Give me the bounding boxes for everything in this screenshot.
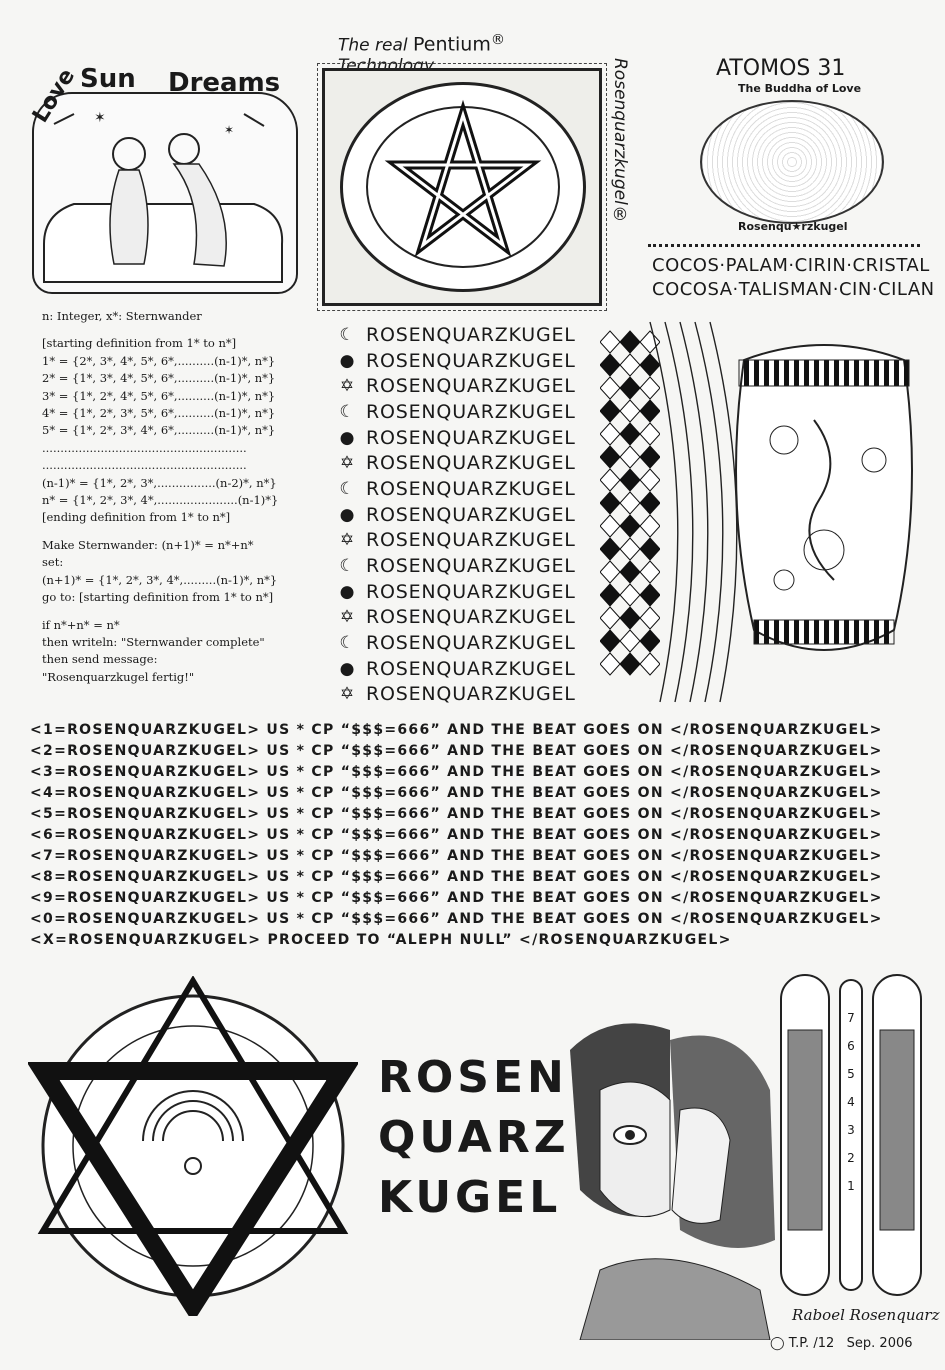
diamond-cell xyxy=(620,446,640,468)
diamond-cell xyxy=(600,584,620,606)
rq-symbol-icon: ● xyxy=(339,350,355,371)
rq-text: ROSENQUARZKUGEL xyxy=(366,349,576,372)
footer-circle-icon: ◯ xyxy=(770,1336,785,1351)
urn-illustration xyxy=(724,300,924,680)
footer-date: Sep. 2006 xyxy=(846,1336,913,1351)
diamond-cell xyxy=(600,423,620,445)
rq-row xyxy=(336,630,576,656)
formula-line xyxy=(42,325,292,335)
tag-line: <1=ROSENQUARZKUGEL> US * CP “$$$=666” AND THE BEAT GOES ON </ROSENQUARZKUGEL> xyxy=(30,722,883,738)
rq-row xyxy=(336,373,576,399)
scroll-number: 4 xyxy=(847,1095,855,1109)
atomos-caption: Rosenqu★rzkugel xyxy=(738,220,848,233)
diamond-cell xyxy=(600,331,620,353)
formula-line: go to: [starting definition from 1* to n*] xyxy=(42,590,274,605)
rq-text: ROSENQUARZKUGEL xyxy=(366,657,576,680)
formula-line: [ending definition from 1* to n*] xyxy=(42,510,231,525)
rq-row xyxy=(336,579,576,605)
rq-symbol-icon: ● xyxy=(339,581,355,602)
rq-row xyxy=(336,425,576,451)
scroll-number: 6 xyxy=(847,1039,855,1053)
diamond-cell xyxy=(620,469,640,491)
rq-symbol-icon: ✡ xyxy=(339,607,355,628)
tag-line: <4=ROSENQUARZKUGEL> US * CP “$$$=666” AND THE BEAT GOES ON </ROSENQUARZKUGEL> xyxy=(30,785,883,801)
svg-text:✶: ✶ xyxy=(94,110,106,126)
diamond-cell xyxy=(600,446,620,468)
rq-symbol-icon: ✡ xyxy=(339,684,355,705)
diamond-cell xyxy=(600,400,620,422)
pentagram-icon xyxy=(343,85,583,289)
diamond-cell xyxy=(600,354,620,376)
urn-icon xyxy=(724,300,924,680)
rq-text: ROSENQUARZKUGEL xyxy=(366,323,576,346)
tag-line: <3=ROSENQUARZKUGEL> US * CP “$$$=666” AND THE BEAT GOES ON </ROSENQUARZKUGEL> xyxy=(30,764,883,780)
formula-line: n* = {1*, 2*, 3*, 4*,......................(n-1)*} xyxy=(42,493,279,508)
rq-symbol-icon: ☾ xyxy=(339,633,355,654)
footer-caption xyxy=(770,1336,913,1351)
buddha-subtitle: The Buddha of Love xyxy=(738,82,862,95)
diamond-cell xyxy=(620,538,640,560)
diamond-cell xyxy=(600,515,620,537)
formula-line: set: xyxy=(42,555,64,570)
formula-line: then writeln: "Sternwander complete" xyxy=(42,634,265,649)
diamond-cell xyxy=(600,377,620,399)
rq-row xyxy=(336,399,576,425)
rosenquarzkugel-list xyxy=(336,322,576,707)
rq-text: ROSENQUARZKUGEL xyxy=(366,606,576,629)
diamond-cell xyxy=(620,377,640,399)
diamond-cell xyxy=(600,469,620,491)
rq-row xyxy=(336,553,576,579)
tag-line: <5=ROSENQUARZKUGEL> US * CP “$$$=666” AND THE BEAT GOES ON </ROSENQUARZKUGEL> xyxy=(30,806,883,822)
formula-line: Make Sternwander: (n+1)* = n*+n* xyxy=(42,537,254,552)
diamond-cell xyxy=(620,630,640,652)
rq-symbol-icon: ● xyxy=(339,658,355,679)
buddha-mandala xyxy=(700,100,884,224)
star-of-david-icon xyxy=(28,976,358,1316)
rq-symbol-icon: ☾ xyxy=(339,478,355,499)
formula-line: 1* = {2*, 3*, 4*, 5*, 6*,..........(n-1)*, n*} xyxy=(42,353,276,368)
artist-signature: Raboel Rosenquarz xyxy=(792,1306,940,1324)
rq-text: ROSENQUARZKUGEL xyxy=(366,426,576,449)
tag-line: <6=ROSENQUARZKUGEL> US * CP “$$$=666” AND THE BEAT GOES ON </ROSENQUARZKUGEL> xyxy=(30,827,883,843)
rq-text: ROSENQUARZKUGEL xyxy=(366,632,576,655)
rq-row xyxy=(336,528,576,554)
pentagram-disc xyxy=(340,82,586,292)
tag-line: <0=ROSENQUARZKUGEL> US * CP “$$$=666” AND THE BEAT GOES ON </ROSENQUARZKUGEL> xyxy=(30,911,883,927)
formula-line: ........................................................ xyxy=(42,458,247,473)
rq-symbol-icon: ✡ xyxy=(339,453,355,474)
atomos-title: ATOMOS 31 xyxy=(716,56,846,81)
diamond-cell xyxy=(620,607,640,629)
diamond-cell xyxy=(620,653,640,675)
rq-symbol-icon: ● xyxy=(339,504,355,525)
rq-text: ROSENQUARZKUGEL xyxy=(366,555,576,578)
formula-line xyxy=(42,607,292,617)
formula-line: 2* = {1*, 3*, 4*, 5*, 6*,..........(n-1)*, n*} xyxy=(42,371,276,386)
tag-line: <8=ROSENQUARZKUGEL> US * CP “$$$=666” AND THE BEAT GOES ON </ROSENQUARZKUGEL> xyxy=(30,869,883,885)
registered-mark: ® xyxy=(490,32,505,48)
diamond-cell xyxy=(600,561,620,583)
rq-row xyxy=(336,605,576,631)
rq-symbol-icon: ☾ xyxy=(339,556,355,577)
diamond-cell xyxy=(620,331,640,353)
formula-line: if n*+n* = n* xyxy=(42,617,120,632)
formula-line xyxy=(42,527,292,537)
rq-symbol-icon: ✡ xyxy=(339,376,355,397)
scroll-number: 2 xyxy=(847,1151,855,1165)
sternwander-formula xyxy=(42,308,292,686)
rq-row xyxy=(336,348,576,374)
sun-word: Sun xyxy=(80,64,136,94)
formula-line: n: Integer, x*: Sternwander xyxy=(42,309,202,323)
formula-line: 5* = {1*, 2*, 3*, 4*, 6*,..........(n-1)*, n*} xyxy=(42,423,276,438)
rq-row xyxy=(336,450,576,476)
cocos-line-2: COCOSA·TALISMAN·CIN·CILAN xyxy=(652,279,935,300)
scroll-number: 5 xyxy=(847,1067,855,1081)
rosenquarzkugel-vertical: Rosenquarzkugel® xyxy=(610,58,630,225)
rq-text: ROSENQUARZKUGEL xyxy=(366,375,576,398)
diamond-cell xyxy=(620,584,640,606)
scroll-illustration xyxy=(776,970,926,1300)
quarz-line: QUARZ xyxy=(378,1112,570,1163)
diamond-cell xyxy=(620,423,640,445)
rq-row xyxy=(336,476,576,502)
two-faces-illustration xyxy=(560,1010,780,1340)
love-sun-dreams-title xyxy=(28,62,288,172)
tag-line: <X=ROSENQUARZKUGEL> PROCEED TO “ALEPH NULL” </ROSENQUARZKUGEL> xyxy=(30,932,732,948)
rq-row xyxy=(336,682,576,708)
diamond-cell xyxy=(600,630,620,652)
scroll-number: 7 xyxy=(847,1011,855,1025)
cocos-block xyxy=(652,254,935,302)
diamond-cell xyxy=(620,515,640,537)
tag-lines xyxy=(30,722,883,953)
pentium-prefix: The real xyxy=(338,35,408,56)
rq-text: ROSENQUARZKUGEL xyxy=(366,529,576,552)
rq-text: ROSENQUARZKUGEL xyxy=(366,452,576,475)
scroll-numbers xyxy=(840,1004,862,1200)
footer-tp: T.P. /12 xyxy=(788,1336,835,1351)
kugel-line: KUGEL xyxy=(378,1172,562,1223)
rq-text: ROSENQUARZKUGEL xyxy=(366,477,576,500)
diamond-cell xyxy=(620,354,640,376)
tag-line: <7=ROSENQUARZKUGEL> US * CP “$$$=666” AND THE BEAT GOES ON </ROSENQUARZKUGEL> xyxy=(30,848,883,864)
faces-icon xyxy=(560,1010,780,1340)
rosen-quarz-kugel-word xyxy=(378,1048,570,1228)
diamond-cell xyxy=(600,653,620,675)
diamond-cell xyxy=(620,400,640,422)
tag-line: <2=ROSENQUARZKUGEL> US * CP “$$$=666” AND THE BEAT GOES ON </ROSENQUARZKUGEL> xyxy=(30,743,883,759)
formula-line: then send message: xyxy=(42,652,158,667)
diamond-cell xyxy=(620,561,640,583)
rq-row xyxy=(336,502,576,528)
star-of-david-circle xyxy=(28,976,358,1316)
rq-symbol-icon: ✡ xyxy=(339,530,355,551)
rq-symbol-icon: ☾ xyxy=(339,324,355,345)
formula-line: "Rosenquarzkugel fertig!" xyxy=(42,669,195,684)
pentium-brand: Pentium xyxy=(413,33,491,56)
formula-line: 3* = {1*, 2*, 4*, 5*, 6*,..........(n-1)*, n*} xyxy=(42,388,276,403)
scroll-number: 3 xyxy=(847,1123,855,1137)
rosen-line: ROSEN xyxy=(378,1052,568,1103)
scroll-number: 1 xyxy=(847,1179,855,1193)
rq-row xyxy=(336,656,576,682)
dreams-word: Dreams xyxy=(168,68,281,98)
diamond-cell xyxy=(600,538,620,560)
rq-text: ROSENQUARZKUGEL xyxy=(366,503,576,526)
rq-symbol-icon: ● xyxy=(339,427,355,448)
cocos-line-1: COCOS·PALAM·CIRIN·CRISTAL xyxy=(652,255,930,276)
rq-row xyxy=(336,322,576,348)
rq-symbol-icon: ☾ xyxy=(339,401,355,422)
rq-text: ROSENQUARZKUGEL xyxy=(366,580,576,603)
formula-line: 4* = {1*, 2*, 3*, 5*, 6*,..........(n-1)*, n*} xyxy=(42,406,276,421)
dotted-divider xyxy=(648,244,920,247)
diamond-cell xyxy=(600,607,620,629)
svg-text:✶: ✶ xyxy=(224,123,235,137)
formula-line: ........................................................ xyxy=(42,440,247,455)
formula-line: (n+1)* = {1*, 2*, 3*, 4*,.........(n-1)*, n*} xyxy=(42,572,278,587)
formula-line: [starting definition from 1* to n*] xyxy=(42,336,237,351)
rq-text: ROSENQUARZKUGEL xyxy=(366,400,576,423)
tag-line: <9=ROSENQUARZKUGEL> US * CP “$$$=666” AND THE BEAT GOES ON </ROSENQUARZKUGEL> xyxy=(30,890,883,906)
diamond-cell xyxy=(620,492,640,514)
love-word: Love xyxy=(28,64,81,128)
rq-text: ROSENQUARZKUGEL xyxy=(366,683,576,706)
diamond-cell xyxy=(600,492,620,514)
formula-line: (n-1)* = {1*, 2*, 3*,................(n-2)*, n*} xyxy=(42,475,277,490)
